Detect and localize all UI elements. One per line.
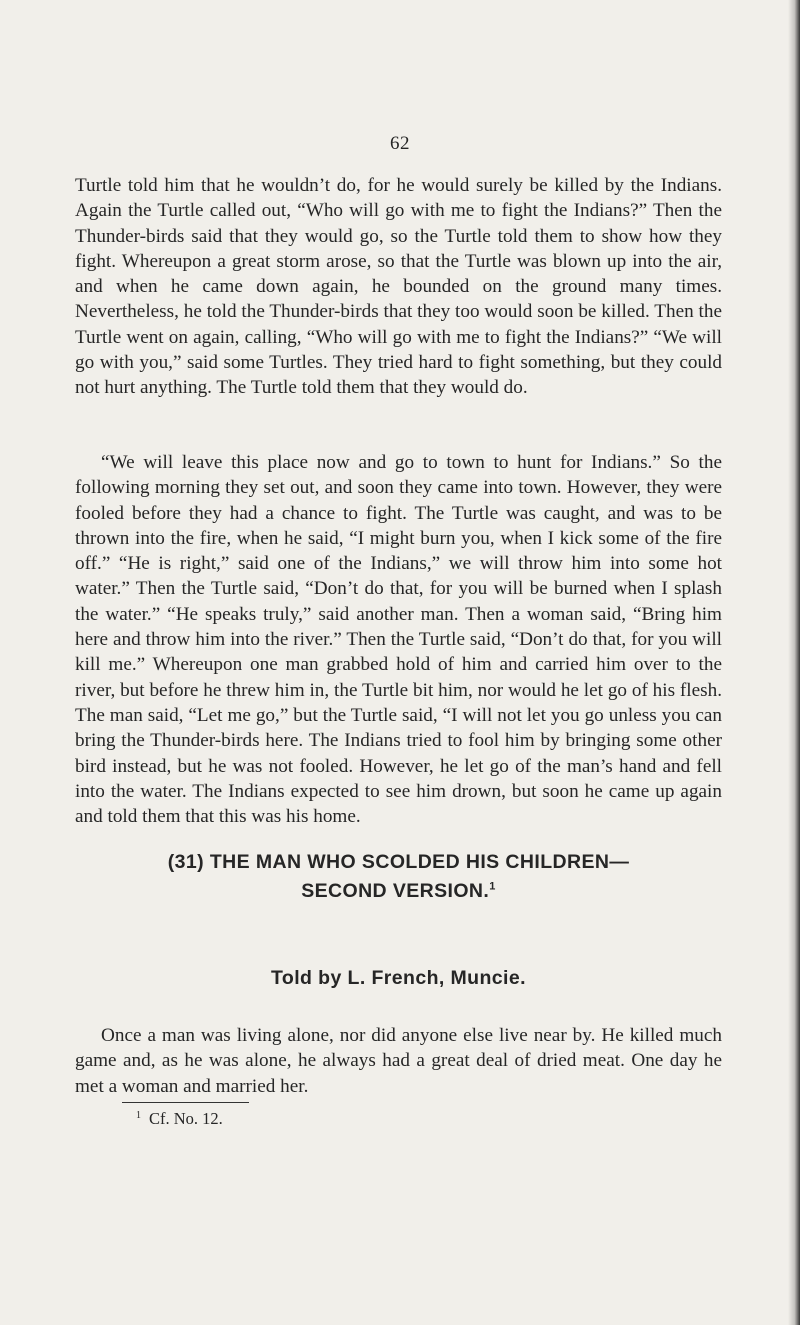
page-edge-shadow [788, 0, 800, 1325]
section-title-line-1: (31) THE MAN WHO SCOLDED HIS CHILDREN— [167, 851, 630, 873]
footnote-reference: 1 [489, 880, 496, 893]
paragraph-3: Once a man was living alone, nor did anyone else live near by. He killed much game and, as he was alone, he always had a great deal of dried meat. One day he met a woman and married her. [75, 1025, 722, 1097]
section-heading [75, 848, 722, 906]
footnote [136, 1108, 223, 1130]
paragraph-1-block [75, 173, 722, 401]
footnote-text: Cf. No. 12. [149, 1109, 223, 1128]
paragraph-1: Turtle told him that he wouldn’t do, for he would surely be killed by the Indians. Again the Turtle called out, “Who will go with me to fight the Indians?” Then the Thunder-birds said that they would go, so the Turtle told them to show how they fight. Whereupon a great storm arose, so that the Turtle was blown up into the air, and when he came down again, he bounded on the ground many times. Nevertheless, he told the Thunder-birds that they too would soon be killed. Then the Turtle went on again, calling, “Who will go with me to fight the Indians?” “We will go with you,” said some Turtles. They tried hard to fight something, but they could not hurt anything. The Turtle told them that they would do. [75, 175, 722, 399]
paragraph-2-block [75, 450, 722, 829]
footnote-divider [122, 1102, 249, 1103]
page-number: 62 [390, 133, 410, 154]
footnote-marker: 1 [136, 1109, 141, 1121]
paragraph-3-block [75, 1023, 722, 1099]
told-by-line: Told by L. French, Muncie. [271, 967, 526, 989]
section-title-line-2: SECOND VERSION. [301, 880, 490, 902]
paragraph-2: “We will leave this place now and go to town to hunt for Indians.” So the following morning they set out, and soon they came into town. However, they were fooled before they had a chance to fight. The Turtle was caught, and was to be thrown into the fire, when he said, “I might burn you, when I kick some of the fire off.” “He is right,” said one of the Indians,” we will throw him into some hot water.” Then the Turtle said, “Don’t do that, for you will be burned when I splash the water.” “He speaks truly,” said another man. Then a woman said, “Bring him here and throw him into the river.” Then the Turtle said, “Don’t do that, for you will kill me.” Whereupon one man grabbed hold of him and carried him over to the river, but before he threw him in, the Turtle bit him, nor would he let go of his flesh. The man said, “Let me go,” but the Turtle said, “I will not let you go unless you can bring the Thunder-birds here. The Indians tried to fool him by bringing some other bird instead, but he was not fooled. However, he let go of the man’s hand and fell into the water. The Indians expected to see him drown, but soon he came up again and told them that this was his home. [75, 452, 722, 828]
section-title-line-2-wrap [75, 877, 722, 906]
